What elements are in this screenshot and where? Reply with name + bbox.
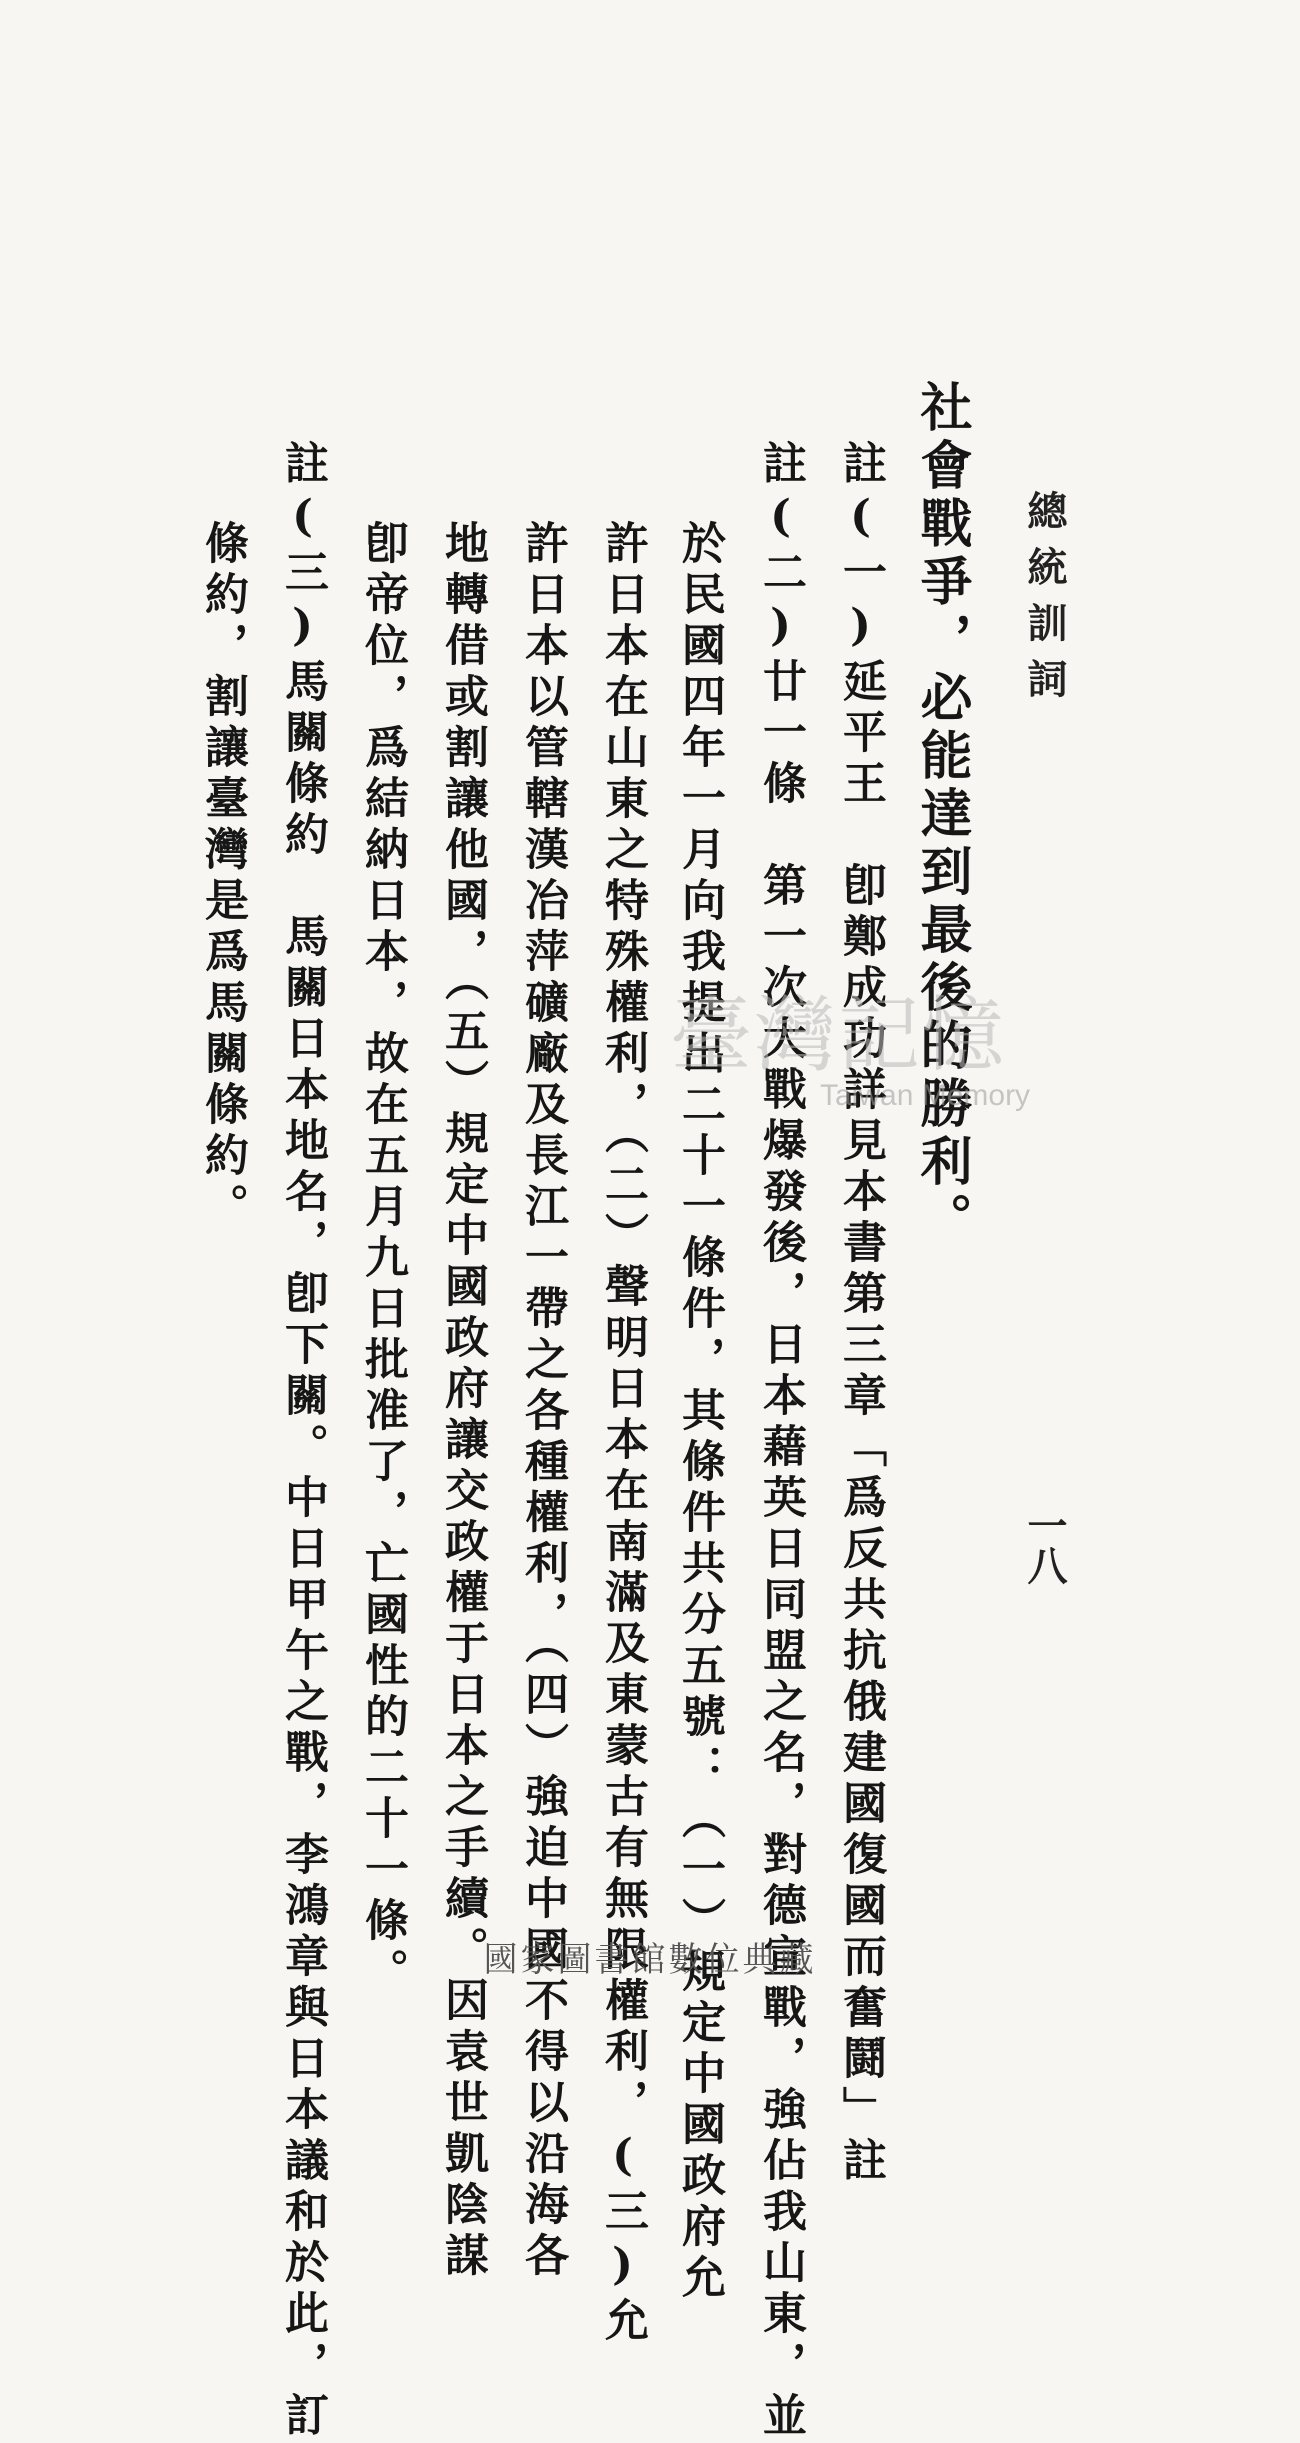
watermark-logo [670, 988, 1070, 1155]
note-2-column-3: 許日本在山東之特殊權利，（二）聲明日本在南滿及東蒙古有無限權利，(三)允 [597, 520, 648, 2348]
note-2-column-4: 許日本以管轄漢冶萍礦廠及長江一帶之各種權利，（四）強迫中國不得以沿海各 [517, 520, 568, 2283]
note-2-column-6: 卽帝位，爲結納日本，故在五月九日批准了，亡國性的二十一條。 [357, 520, 408, 1999]
watermark-chinese: 臺灣記憶 [670, 988, 1007, 1083]
text-column-1: 社會戰爭，必能達到最後的勝利。 [911, 380, 972, 1250]
watermark-english: Taiwan Memory [820, 1079, 1031, 1112]
footer-credit: 國家圖書館數位典藏 [483, 1940, 817, 1980]
note-2-column-1: 註(二)廿一條 第一次大戰爆發後，日本藉英日同盟之名，對德宣戰，強佔我山東，並 [755, 440, 806, 2443]
note-3-column-1: 註(三)馬關條約 馬關日本地名，卽下關。中日甲午之戰，李鴻章與日本議和於此，訂 [277, 440, 328, 2443]
note-2-column-5: 地轉借或割讓他國，（五）規定中國政府讓交政權于日本之手續。因袁世凱陰謀 [437, 520, 488, 2283]
running-header: 總統訓詞 [1021, 490, 1068, 714]
page-number: 一八 [1021, 1505, 1068, 1585]
note-2-column-2: 於民國四年一月向我提出二十一條件，其條件共分五號：（一）規定中國政府允 [674, 520, 725, 2305]
note-1-column-1: 註(一)延平王 卽鄭成功詳見本書第三章「爲反共抗俄建國復國而奮鬪」註 [835, 440, 886, 2188]
note-3-column-2: 條約，割讓臺灣是爲馬關條約。 [197, 520, 248, 1234]
